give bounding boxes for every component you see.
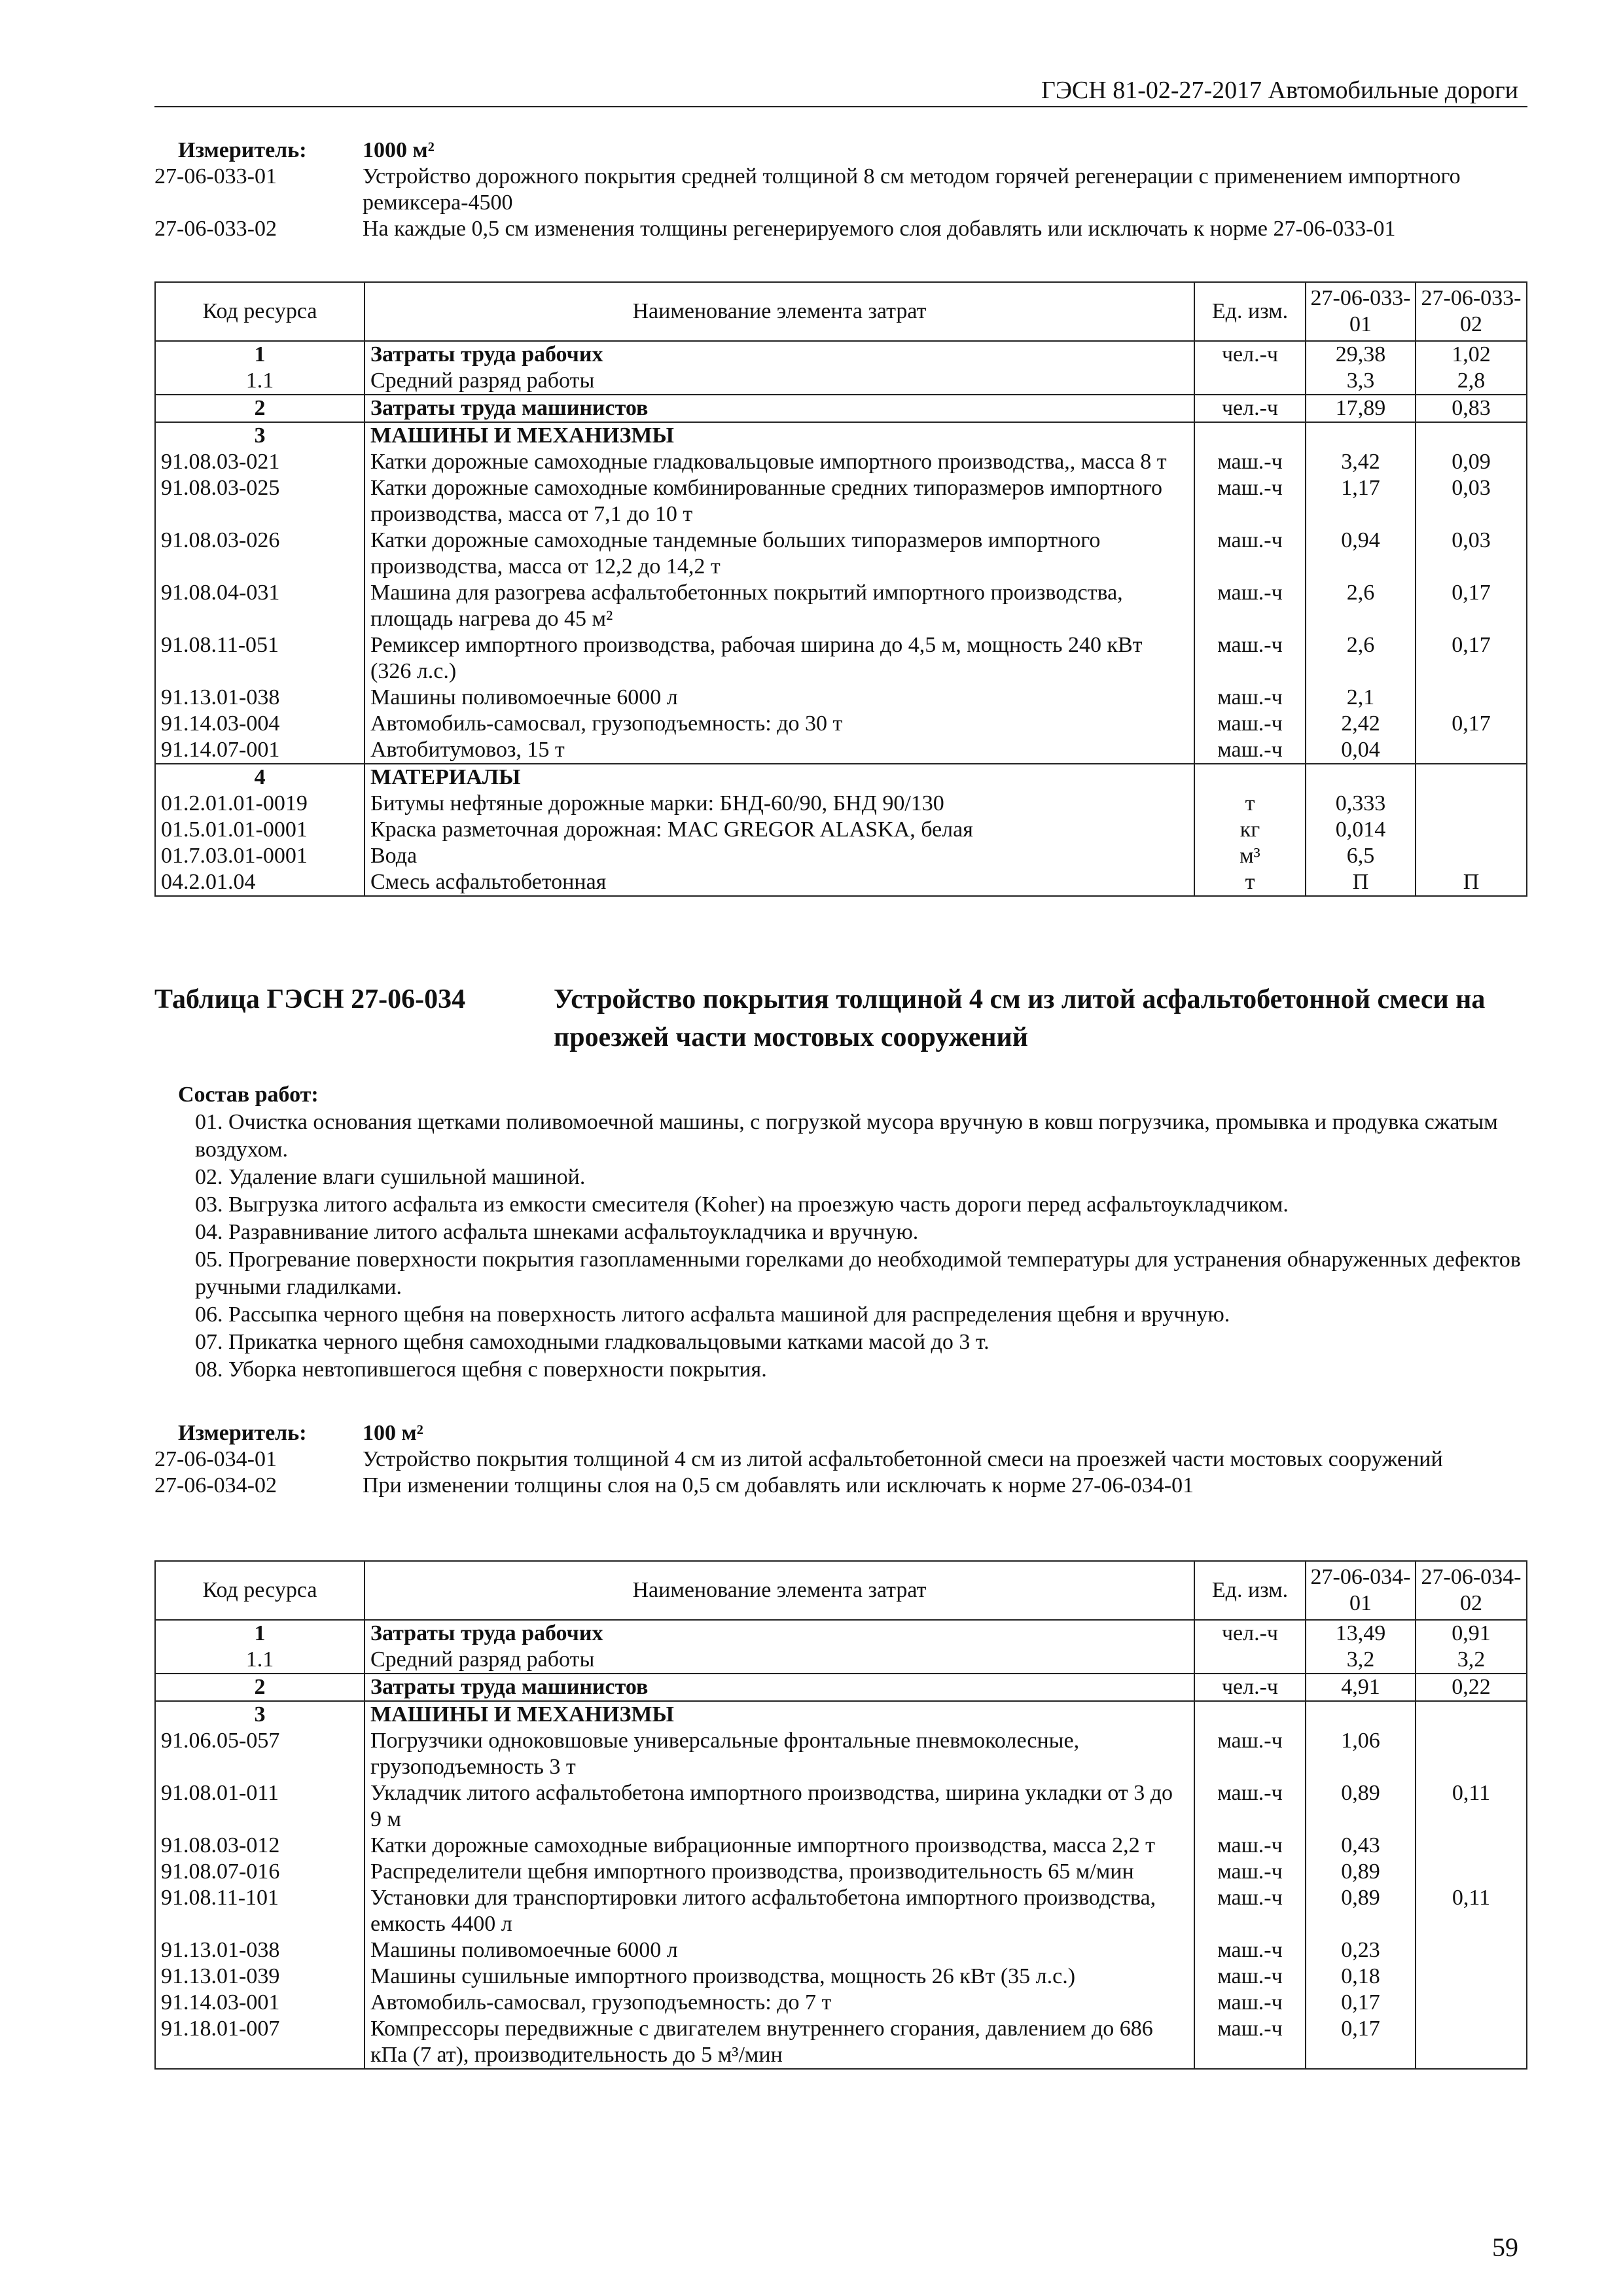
table-row <box>155 475 1527 528</box>
norm-text: Устройство дорожного покрытия средней толщиной 8 см методом горячей регенерации с применением импортного ремиксера-4500 <box>363 164 1461 215</box>
resource-name: Затраты труда рабочих <box>365 341 1194 368</box>
resource-code: 91.08.03-025 <box>155 475 365 528</box>
resource-unit: т <box>1194 791 1306 817</box>
resource-name: Машины поливомоечные 6000 л <box>365 685 1194 711</box>
resource-code: 91.18.01-007 <box>155 2016 365 2069</box>
norm-value-2 <box>1416 817 1527 843</box>
resource-code: 91.08.03-021 <box>155 449 365 475</box>
norm-value-1: 3,42 <box>1306 449 1416 475</box>
norm-value-1: 3,2 <box>1306 1647 1416 1674</box>
table-row <box>155 1728 1527 1780</box>
norm-value-2: 3,2 <box>1416 1647 1527 1674</box>
norm-code: 27-06-033-02 <box>154 217 277 241</box>
resource-code: 3 <box>155 422 365 449</box>
resource-code: 91.14.07-001 <box>155 737 365 764</box>
resource-code: 2 <box>155 1674 365 1701</box>
table-label: Таблица ГЭСН 27-06-034 <box>154 984 466 1014</box>
norm-value-2 <box>1416 2016 1527 2069</box>
header-norm-2: 27-06-034-02 <box>1416 1561 1527 1620</box>
resource-unit <box>1194 764 1306 791</box>
table-row <box>155 632 1527 685</box>
norm-value-1: 13,49 <box>1306 1620 1416 1647</box>
resource-unit: маш.-ч <box>1194 1937 1306 1964</box>
resource-name: Битумы нефтяные дорожные марки: БНД-60/90, БНД 90/130 <box>365 791 1194 817</box>
resource-code: 1.1 <box>155 1647 365 1674</box>
document-header-title: ГЭСН 81-02-27-2017 Автомобильные дороги <box>1041 77 1518 104</box>
resource-unit: маш.-ч <box>1194 1990 1306 2016</box>
resource-code: 91.08.03-012 <box>155 1833 365 1859</box>
resource-code: 91.06.05-057 <box>155 1728 365 1780</box>
norm-value-1: 0,014 <box>1306 817 1416 843</box>
resource-code: 91.13.01-038 <box>155 685 365 711</box>
norm-value-2 <box>1416 1859 1527 1885</box>
norm-value-2 <box>1416 1964 1527 1990</box>
header-code: Код ресурса <box>155 1561 365 1620</box>
resource-unit: чел.-ч <box>1194 395 1306 422</box>
resource-unit: маш.-ч <box>1194 1780 1306 1833</box>
resource-name: Укладчик литого асфальтобетона импортного производства, ширина укладки от 3 до 9 м <box>365 1780 1194 1833</box>
work-item: 04. Разравнивание литого асфальта шнеками асфальтоукладчика и вручную. <box>195 1220 919 1244</box>
resource-unit: т <box>1194 869 1306 896</box>
table-row <box>155 1701 1527 1728</box>
resource-name: Средний разряд работы <box>365 368 1194 395</box>
norm-value-2: 0,09 <box>1416 449 1527 475</box>
resource-name: Распределители щебня импортного производства, производительность 65 м/мин <box>365 1859 1194 1885</box>
resource-code: 91.08.11-051 <box>155 632 365 685</box>
norm-value-2 <box>1416 685 1527 711</box>
resource-unit: маш.-ч <box>1194 2016 1306 2069</box>
resource-name: МАШИНЫ И МЕХАНИЗМЫ <box>365 422 1194 449</box>
norm-value-2 <box>1416 791 1527 817</box>
resource-unit: маш.-ч <box>1194 1859 1306 1885</box>
table-row <box>155 580 1527 632</box>
works-composition <box>154 1081 1529 1384</box>
resource-code: 91.14.03-001 <box>155 1990 365 2016</box>
resource-name: Автобитумовоз, 15 т <box>365 737 1194 764</box>
table-row <box>155 791 1527 817</box>
table-row <box>155 817 1527 843</box>
header-unit: Ед. изм. <box>1194 1561 1306 1620</box>
norm-value-1 <box>1306 422 1416 449</box>
table-row <box>155 528 1527 580</box>
norm-value-1: 0,89 <box>1306 1885 1416 1937</box>
resource-unit: маш.-ч <box>1194 580 1306 632</box>
table-row <box>155 1780 1527 1833</box>
table-row <box>155 1620 1527 1647</box>
table-row <box>155 1647 1527 1674</box>
resource-unit <box>1194 368 1306 395</box>
resource-table-1 <box>154 281 1527 897</box>
resource-name: Катки дорожные самоходные гладковальцовые импортного производства,, масса 8 т <box>365 449 1194 475</box>
resource-name: Ремиксер импортного производства, рабочая ширина до 4,5 м, мощность 240 кВт (326 л.с.) <box>365 632 1194 685</box>
norm-text: На каждые 0,5 см изменения толщины регенерируемого слоя добавлять или исключать к норме 27-06-033-01 <box>363 217 1396 241</box>
norm-value-2 <box>1416 1728 1527 1780</box>
resource-code: 01.2.01.01-0019 <box>155 791 365 817</box>
header-norm-1: 27-06-034-01 <box>1306 1561 1416 1620</box>
work-item: 02. Удаление влаги сушильной машиной. <box>195 1165 586 1189</box>
resource-name: Краска разметочная дорожная: MAC GREGOR ALASKA, белая <box>365 817 1194 843</box>
table-row <box>155 368 1527 395</box>
resource-table-2 <box>154 1560 1527 2070</box>
resource-unit: маш.-ч <box>1194 1833 1306 1859</box>
norm-value-2 <box>1416 737 1527 764</box>
table-row <box>155 2016 1527 2069</box>
norm-value-1: 0,04 <box>1306 737 1416 764</box>
table-row <box>155 1674 1527 1701</box>
resource-unit <box>1194 1701 1306 1728</box>
resource-code: 01.7.03.01-0001 <box>155 843 365 869</box>
table-row <box>155 843 1527 869</box>
measure-unit: 1000 м² <box>363 138 435 162</box>
works-label: Состав работ: <box>178 1083 319 1107</box>
resource-unit: маш.-ч <box>1194 737 1306 764</box>
resource-unit: маш.-ч <box>1194 1885 1306 1937</box>
resource-name: Машины сушильные импортного производства, мощность 26 кВт (35 л.с.) <box>365 1964 1194 1990</box>
norm-value-2 <box>1416 1701 1527 1728</box>
resource-unit <box>1194 1647 1306 1674</box>
norm-value-2 <box>1416 422 1527 449</box>
header-rule <box>154 106 1527 107</box>
table-row <box>155 1859 1527 1885</box>
table-row <box>155 1885 1527 1937</box>
resource-unit: чел.-ч <box>1194 1620 1306 1647</box>
work-item: 03. Выгрузка литого асфальта из емкости смесителя (Koher) на проезжую часть дороги перед асфальтоукладчиком. <box>195 1193 1289 1217</box>
header-unit: Ед. изм. <box>1194 282 1306 341</box>
resource-name: Машины поливомоечные 6000 л <box>365 1937 1194 1964</box>
norm-value-1: 17,89 <box>1306 395 1416 422</box>
resource-code: 91.08.07-016 <box>155 1859 365 1885</box>
resource-unit: маш.-ч <box>1194 1964 1306 1990</box>
resource-name: Катки дорожные самоходные вибрационные импортного производства, масса 2,2 т <box>365 1833 1194 1859</box>
resource-code: 91.08.04-031 <box>155 580 365 632</box>
resource-unit: маш.-ч <box>1194 685 1306 711</box>
norm-code: 27-06-034-01 <box>154 1447 277 1471</box>
table-row <box>155 341 1527 368</box>
header-name: Наименование элемента затрат <box>365 1561 1194 1620</box>
resource-code: 91.08.11-101 <box>155 1885 365 1937</box>
norm-value-2: 1,02 <box>1416 341 1527 368</box>
norm-value-1: 0,43 <box>1306 1833 1416 1859</box>
resource-code: 3 <box>155 1701 365 1728</box>
table-row <box>155 869 1527 896</box>
norm-value-1: 2,42 <box>1306 711 1416 737</box>
resource-name: Вода <box>365 843 1194 869</box>
resource-name: Затраты труда рабочих <box>365 1620 1194 1647</box>
norm-value-1: 0,23 <box>1306 1937 1416 1964</box>
resource-name: МАШИНЫ И МЕХАНИЗМЫ <box>365 1701 1194 1728</box>
work-item: 05. Прогревание поверхности покрытия газопламенными горелками до необходимой температуры для устранения обнаруженных дефектов ручными гладилками. <box>195 1247 1521 1299</box>
measure-block-2 <box>154 1420 1529 1499</box>
resource-name: Смесь асфальтобетонная <box>365 869 1194 896</box>
norm-value-1: 2,6 <box>1306 580 1416 632</box>
measure-unit: 100 м² <box>363 1421 423 1445</box>
norm-value-1: 0,17 <box>1306 2016 1416 2069</box>
resource-unit: чел.-ч <box>1194 1674 1306 1701</box>
table-row <box>155 737 1527 764</box>
norm-value-2: 0,17 <box>1416 632 1527 685</box>
header-norm-1: 27-06-033-01 <box>1306 282 1416 341</box>
norm-text: Устройство покрытия толщиной 4 см из литой асфальтобетонной смеси на проезжей части мостовых сооружений <box>363 1447 1443 1471</box>
table-row <box>155 395 1527 422</box>
resource-name: Катки дорожные самоходные тандемные больших типоразмеров импортного производства, масса от 12,2 до 14,2 т <box>365 528 1194 580</box>
measure-label: Измеритель: <box>178 1421 307 1445</box>
norm-code: 27-06-034-02 <box>154 1473 277 1498</box>
norm-value-2 <box>1416 1833 1527 1859</box>
resource-code: 91.08.01-011 <box>155 1780 365 1833</box>
header-norm-2: 27-06-033-02 <box>1416 282 1527 341</box>
resource-unit: маш.-ч <box>1194 711 1306 737</box>
norm-value-2 <box>1416 1937 1527 1964</box>
norm-value-2: 0,17 <box>1416 711 1527 737</box>
resource-code: 91.13.01-039 <box>155 1964 365 1990</box>
norm-value-2: 0,91 <box>1416 1620 1527 1647</box>
norm-text: При изменении толщины слоя на 0,5 см добавлять или исключать к норме 27-06-034-01 <box>363 1473 1194 1498</box>
table-row <box>155 685 1527 711</box>
resource-code: 04.2.01.04 <box>155 869 365 896</box>
header-name: Наименование элемента затрат <box>365 282 1194 341</box>
table-title: Устройство покрытия толщиной 4 см из литой асфальтобетонной смеси на проезжей части мостовых сооружений <box>554 984 1486 1052</box>
page-number: 59 <box>1492 2233 1518 2262</box>
norm-value-1 <box>1306 1701 1416 1728</box>
resource-unit: чел.-ч <box>1194 341 1306 368</box>
table-row <box>155 1833 1527 1859</box>
resource-code: 1.1 <box>155 368 365 395</box>
resource-name: Погрузчики одноковшовые универсальные фронтальные пневмоколесные, грузоподъемность 3 т <box>365 1728 1194 1780</box>
resource-code: 91.14.03-004 <box>155 711 365 737</box>
norm-value-2: 0,03 <box>1416 528 1527 580</box>
norm-value-1: 2,6 <box>1306 632 1416 685</box>
norm-value-2: 0,03 <box>1416 475 1527 528</box>
norm-value-2 <box>1416 843 1527 869</box>
norm-value-2: 0,11 <box>1416 1885 1527 1937</box>
resource-code: 91.13.01-038 <box>155 1937 365 1964</box>
resource-name: Автомобиль-самосвал, грузоподъемность: до 30 т <box>365 711 1194 737</box>
resource-unit: кг <box>1194 817 1306 843</box>
norm-value-2: 0,22 <box>1416 1674 1527 1701</box>
table-row <box>155 449 1527 475</box>
norm-value-1: 29,38 <box>1306 341 1416 368</box>
resource-code: 01.5.01.01-0001 <box>155 817 365 843</box>
norm-value-2: 0,17 <box>1416 580 1527 632</box>
norm-value-1: 0,94 <box>1306 528 1416 580</box>
norm-code: 27-06-033-01 <box>154 164 277 188</box>
norm-value-1: 0,333 <box>1306 791 1416 817</box>
measure-label: Измеритель: <box>178 138 307 162</box>
resource-name: Затраты труда машинистов <box>365 1674 1194 1701</box>
resource-code: 2 <box>155 395 365 422</box>
resource-unit: м³ <box>1194 843 1306 869</box>
resource-code: 4 <box>155 764 365 791</box>
resource-name: Компрессоры передвижные с двигателем внутреннего сгорания, давлением до 686 кПа (7 ат), производительность до 5 м³/мин <box>365 2016 1194 2069</box>
resource-unit: маш.-ч <box>1194 449 1306 475</box>
resource-unit: маш.-ч <box>1194 475 1306 528</box>
table-row <box>155 1964 1527 1990</box>
resource-name: Катки дорожные самоходные комбинированные средних типоразмеров импортного производства, масса от 7,1 до 10 т <box>365 475 1194 528</box>
resource-code: 1 <box>155 1620 365 1647</box>
norm-value-1: 3,3 <box>1306 368 1416 395</box>
resource-name: Машина для разогрева асфальтобетонных покрытий импортного производства, площадь нагрева до 45 м² <box>365 580 1194 632</box>
resource-name: МАТЕРИАЛЫ <box>365 764 1194 791</box>
norm-value-2: 2,8 <box>1416 368 1527 395</box>
norm-value-2 <box>1416 1990 1527 2016</box>
resource-name: Затраты труда машинистов <box>365 395 1194 422</box>
table-row <box>155 764 1527 791</box>
resource-name: Установки для транспортировки литого асфальтобетона импортного производства, емкость 4400 л <box>365 1885 1194 1937</box>
measure-block-1 <box>154 137 1529 242</box>
norm-value-1: П <box>1306 869 1416 896</box>
norm-value-1: 1,06 <box>1306 1728 1416 1780</box>
norm-value-2: 0,83 <box>1416 395 1527 422</box>
norm-value-2 <box>1416 764 1527 791</box>
resource-unit: маш.-ч <box>1194 1728 1306 1780</box>
resource-code: 91.08.03-026 <box>155 528 365 580</box>
resource-unit: маш.-ч <box>1194 528 1306 580</box>
resource-name: Средний разряд работы <box>365 1647 1194 1674</box>
table-row <box>155 711 1527 737</box>
work-item: 07. Прикатка черного щебня самоходными гладковальцовыми катками масой до 3 т. <box>195 1330 990 1354</box>
resource-name: Автомобиль-самосвал, грузоподъемность: до 7 т <box>365 1990 1194 2016</box>
norm-value-1: 0,17 <box>1306 1990 1416 2016</box>
norm-value-1: 0,18 <box>1306 1964 1416 1990</box>
header-code: Код ресурса <box>155 282 365 341</box>
norm-value-1: 0,89 <box>1306 1859 1416 1885</box>
resource-unit: маш.-ч <box>1194 632 1306 685</box>
resource-unit <box>1194 422 1306 449</box>
norm-value-1: 4,91 <box>1306 1674 1416 1701</box>
norm-value-2: 0,11 <box>1416 1780 1527 1833</box>
norm-value-2: П <box>1416 869 1527 896</box>
norm-value-1 <box>1306 764 1416 791</box>
work-item: 06. Рассыпка черного щебня на поверхность литого асфальта машиной для распределения щебня и вручную. <box>195 1302 1230 1327</box>
work-item: 01. Очистка основания щетками поливомоечной машины, с погрузкой мусора вручную в ковш погрузчика, промывка и продувка сжатым воздухом. <box>195 1110 1498 1162</box>
table-row <box>155 1990 1527 2016</box>
table-title-block <box>154 980 1529 1056</box>
table-row <box>155 1937 1527 1964</box>
work-item: 08. Уборка невтопившегося щебня с поверхности покрытия. <box>195 1357 767 1382</box>
resource-code: 1 <box>155 341 365 368</box>
norm-value-1: 2,1 <box>1306 685 1416 711</box>
norm-value-1: 0,89 <box>1306 1780 1416 1833</box>
table-row <box>155 422 1527 449</box>
norm-value-1: 6,5 <box>1306 843 1416 869</box>
norm-value-1: 1,17 <box>1306 475 1416 528</box>
